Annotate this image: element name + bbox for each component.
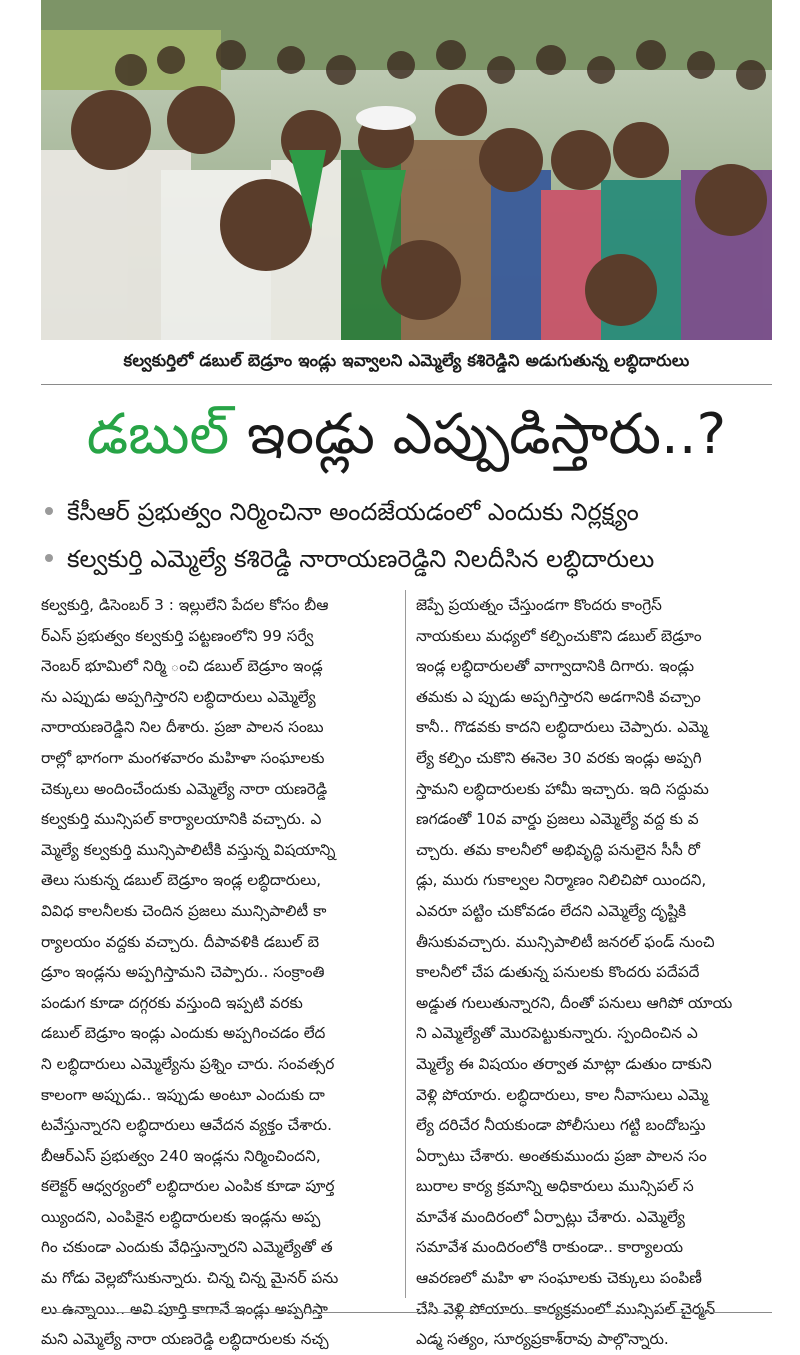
article-line: డ్రూం ఇండ్లను అప్పగిస్తామని చెప్పారు.. సంక్రాంతి <box>41 963 325 982</box>
article-line: ఇండ్ల లబ్ధిదారులతో వాగ్వాదానికి దిగారు. ఇండ్లు <box>416 657 695 676</box>
article-line: నారాయణరెడ్డిని నిల దీశారు. ప్రజా పాలన సంబు <box>41 718 324 737</box>
article-line: తమకు ఎ ప్పుడు అప్పగిస్తారని అడగానికి వచ్చాం <box>416 687 701 706</box>
article-line: మ గోడు వెల్లబోసుకున్నారు. చిన్న చిన్న మైనర్ పను <box>41 1269 339 1288</box>
article-line: వెళ్లి పోయారు. లబ్ధిదారులు, కాల నీవాసులు ఎమ్మె <box>416 1085 709 1104</box>
subhead-2-text: కల్వకుర్తి ఎమ్మెల్యే కశిరెడ్డి నారాయణరెడ్డిని నిలదీసిన లబ్ధిదారులు <box>67 545 655 573</box>
article-line: చ్చారు. తమ కాలనీలో అభివృద్ధి పనులైన సీసీ రో <box>416 840 700 859</box>
article-line: ల్యే కల్పిం చుకొని ఈనెల 30 వరకు ఇండ్లు అప్పగి <box>416 748 702 767</box>
article-line: స్తామని లబ్ధిదారులకు హామీ ఇచ్చారు. ఇది సద్దుమ <box>416 779 709 798</box>
article-line: మ్మెల్యే కల్వకుర్తి మున్సిపాలిటీకి వస్తున్న విషయాన్ని <box>41 840 336 859</box>
article-line: రాల్లో భాగంగా మంగళవారం మహిళా సంఘాలకు <box>41 748 325 767</box>
article-line: పండుగ కూడా దగ్గరకు వస్తుంది ఇప్పటి వరకు <box>41 993 303 1012</box>
article-line: నెంబర్ భూమిలో నిర్మి ంచి డబుల్ బెడ్రూం ఇండ్ల <box>41 657 323 676</box>
article-line: ని లబ్ధిదారులు ఎమ్మెల్యేను ప్రశ్నిం చారు. సంవత్సర <box>41 1054 335 1073</box>
article-line: య్యిందని, ఎంపికైన లబ్ధిదారులకు ఇండ్లను అప్ప <box>41 1207 321 1226</box>
article-line: ఎడ్మ సత్యం, సూర్యప్రకాశ్‌రావు పాల్గొన్నారు. <box>416 1330 669 1349</box>
article-line: బురాల కార్య క్రమాన్ని అధికారులు మున్సిపల్ స <box>416 1177 694 1196</box>
article-line: లు ఉన్నాయి.. అవి పూర్తి కాగానే ఇండ్లు అప్పగిస్తా <box>41 1299 328 1318</box>
news-photo <box>41 0 772 340</box>
article-line: వివిధ కాలనీలకు చెందిన ప్రజలు మున్సిపాలిటీ కా <box>41 901 327 920</box>
divider-bottom <box>41 1312 772 1313</box>
article-line: ని ఎమ్మెల్యేతో మొరపెట్టుకున్నారు. స్పందించిన ఎ <box>416 1024 698 1043</box>
article-line: మావేశ మందిరంలో ఏర్పాట్లు చేశారు. ఎమ్మెల్యే <box>416 1207 685 1226</box>
article-line: కలెక్టర్ ఆధ్వర్యంలో లబ్ధిదారుల ఎంపిక కూడా పూర్త <box>41 1177 335 1196</box>
crowd-photo-illustration <box>41 0 772 340</box>
article-line: ఎవరూ పట్టిం చుకోవడం లేదని ఎమ్మెల్యే దృష్టికి <box>416 901 687 920</box>
article-line: జెప్పే ప్రయత్నం చేస్తుండగా కొందరు కాంగ్రెస్ <box>416 596 662 614</box>
bullet-icon <box>45 554 53 562</box>
article-line: ల్యే దరిచేర నీయకుండా పోలీసులు గట్టి బందోబస్తు <box>416 1116 706 1135</box>
column-divider <box>405 590 406 1298</box>
article-line: మ్మెల్యే ఈ విషయం తర్వాత మాట్లా డుతుం దాకుని <box>416 1054 712 1073</box>
article-line: తీసుకువచ్చారు. మున్సిపాలిటీ జనరల్ ఫండ్ నుంచి <box>416 932 715 951</box>
article-line: ర్యాలయం వద్దకు వచ్చారు. దీపావళికి డబుల్ బె <box>41 932 320 951</box>
bullet-icon <box>45 507 53 515</box>
article-column-left <box>41 590 397 1349</box>
article-line: చెక్కులు అందించేందుకు ఎమ్మెల్యే నారా యణరెడ్డి <box>41 779 328 798</box>
subhead-2 <box>41 539 772 579</box>
headline-green-part: డబుల్ <box>86 402 230 467</box>
article-line: ణగడంతో 10వ వార్డు ప్రజలు ఎమ్మెల్యే వద్ద కు వ <box>416 810 699 829</box>
divider-top <box>41 384 772 385</box>
article-line: కాలనీలో చేప డుతున్న పనులకు కొందరు పదేపదే <box>416 963 700 982</box>
article-line: ను ఎప్పుడు అప్పగిస్తారని లబ్ధిదారులు ఎమ్మెల్యే <box>41 687 316 706</box>
subhead-1-text: కేసీఆర్ ప్రభుత్వం నిర్మించినా అందజేయడంలో ఎందుకు నిర్లక్ష్యం <box>67 498 639 526</box>
article-line: డబుల్ బెడ్రూం ఇండ్లు ఎందుకు అప్పగించడం లేద <box>41 1024 326 1043</box>
article-line: కాలంగా అప్పుడు.. ఇప్పుడు అంటూ ఎందుకు దా <box>41 1085 325 1104</box>
article-line: సమావేశ మందిరంలోకి రాకుండా.. కార్యాలయ <box>416 1238 683 1257</box>
headline-black-part: ఇండ్లు ఎప్పుడిస్తారు..? <box>229 402 727 467</box>
article-line: కల్వకుర్తి మున్సిపల్ కార్యాలయానికి వచ్చారు. ఎ <box>41 810 322 829</box>
article-line: ర్ఎస్ ప్రభుత్వం కల్వకుర్తి పట్టణంలోని 99 సర్వే <box>41 626 314 645</box>
article-column-right <box>416 590 772 1349</box>
article-line: బీఆర్ఎస్ ప్రభుత్వం 240 ఇండ్లను నిర్మించిందని, <box>41 1146 321 1165</box>
article-line: నాయకులు మధ్యలో కల్పించుకొని డబుల్ బెడ్రూం <box>416 626 702 645</box>
article-line: అడ్డుత గులుతున్నారని, దీంతో పనులు ఆగిపో యాయ <box>416 993 733 1012</box>
subhead-1 <box>41 492 772 532</box>
headline <box>41 392 772 478</box>
article-line: ఆవరణలో మహి ళా సంఘాలకు చెక్కులు పంపిణీ <box>416 1269 702 1288</box>
article-line: డ్లు, మురు గుకాల్వల నిర్మాణం నిలిచిపో యిందని, <box>416 871 707 890</box>
article-line: చేసి వెళ్లి పోయారు. కార్యక్రమంలో మున్సిపల్ చైర్మన్ <box>416 1299 716 1318</box>
article-line: కల్వకుర్తి, డిసెంబర్ 3 : ఇల్లులేని పేదల కోసం బీఆ <box>41 596 329 614</box>
article-line: కానీ.. గొడవకు కాదని లబ్ధిదారులు చెప్పారు. ఎమ్మె <box>416 718 708 737</box>
article-line: టవేస్తున్నారని లబ్ధిదారులు ఆవేదన వ్యక్తం చేశారు. <box>41 1116 332 1135</box>
article-line: తెలు సుకున్న డబుల్ బెడ్రూం ఇండ్ల లబ్ధిదారులు, <box>41 871 322 890</box>
article-line: గిం చకుండా ఎందుకు వేధిస్తున్నారని ఎమ్మెల్యేతో త <box>41 1238 333 1257</box>
article-line: ఏర్పాటు చేశారు. అంతకుముందు ప్రజా పాలన సం <box>416 1146 707 1165</box>
photo-caption: కల్వకుర్తిలో డబుల్ బెడ్రూం ఇండ్లు ఇవ్వాలని ఎమ్మెల్యే కశిరెడ్డిని అడుగుతున్న లబ్ధిదారులు <box>123 351 690 370</box>
article-line: మని ఎమ్మెల్యే నారా యణరెడ్డి లబ్ధిదారులకు నచ్చ <box>41 1330 329 1349</box>
